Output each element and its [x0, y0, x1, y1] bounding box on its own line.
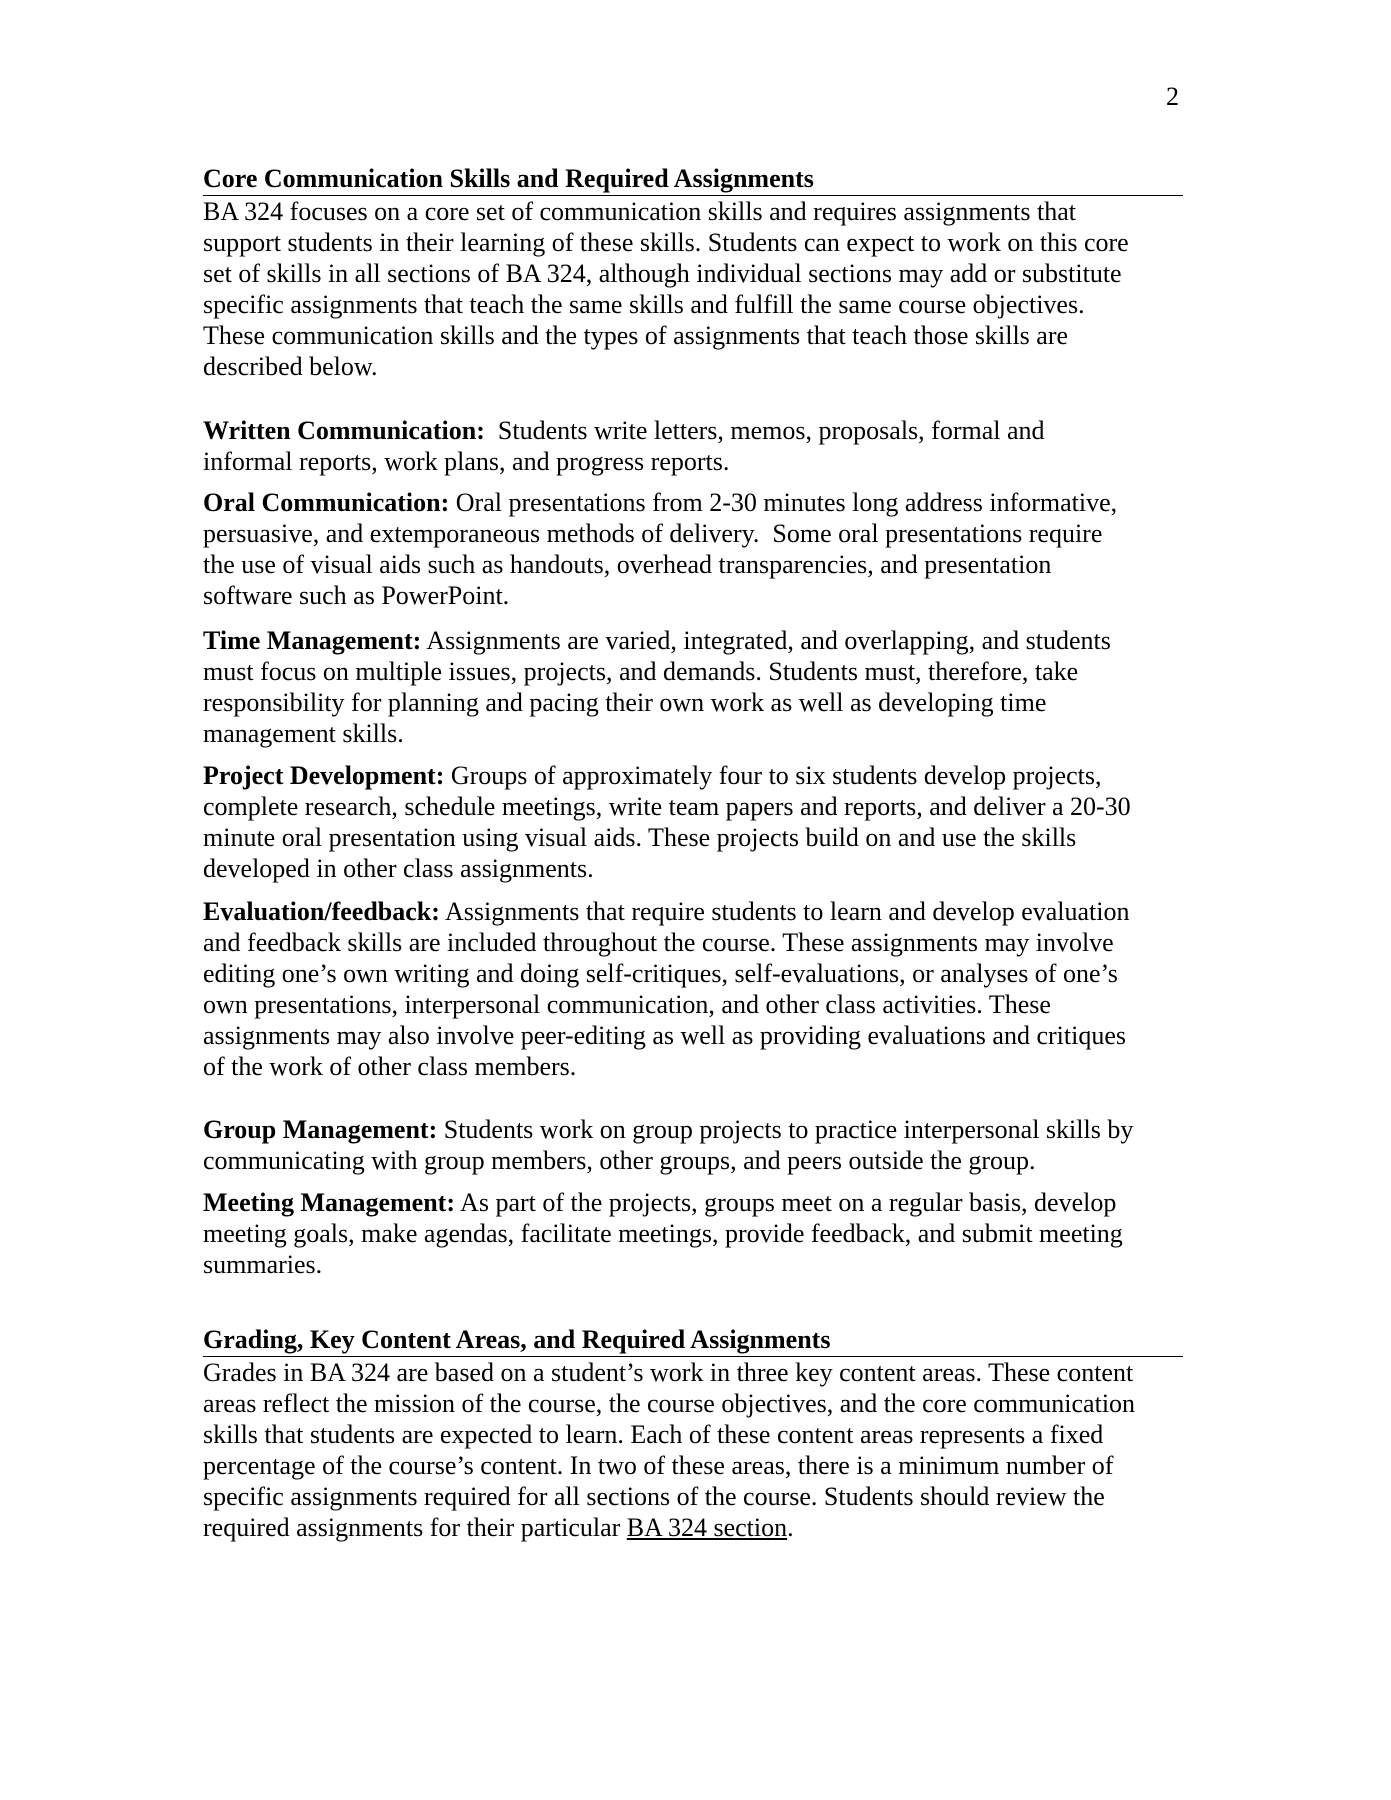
text-line: minute oral presentation using visual aids. These projects build on and use the skills [203, 823, 1077, 852]
text-line: Students work on group projects to practice interpersonal skills by [437, 1115, 1134, 1144]
text-line: Grades in BA 324 are based on a student’s work in three key content areas. These content [203, 1358, 1134, 1387]
text-line: assignments may also involve peer-editing as well as providing evaluations and critiques [203, 1021, 1126, 1050]
skill-label: Evaluation/feedback: [203, 897, 440, 926]
skill-evaluation-feedback [203, 896, 1183, 1082]
text-line: These communication skills and the types of assignments that teach those skills are [203, 321, 1069, 350]
text-line: . [787, 1513, 794, 1542]
skill-oral-communication [203, 487, 1183, 611]
text-line: skills that students are expected to learn. Each of these content areas represents a fixed [203, 1420, 1104, 1449]
text-line: set of skills in all sections of BA 324, although individual sections may add or substitute [203, 259, 1122, 288]
text-line: Students write letters, memos, proposals, formal and [484, 416, 1045, 445]
section-heading: Core Communication Skills and Required Assignments [203, 163, 1183, 196]
text-line: percentage of the course’s content. In two of these areas, there is a minimum number of [203, 1451, 1114, 1480]
text-line: complete research, schedule meetings, write team papers and reports, and deliver a 20-30 [203, 792, 1131, 821]
skill-label: Meeting Management: [203, 1188, 455, 1217]
skill-label: Group Management: [203, 1115, 438, 1144]
text-line: BA 324 focuses on a core set of communication skills and requires assignments that [203, 197, 1076, 226]
text-line: must focus on multiple issues, projects, and demands. Students must, therefore, take [203, 657, 1079, 686]
text-line: communicating with group members, other groups, and peers outside the group. [203, 1146, 1036, 1175]
text-line: editing one’s own writing and doing self-critiques, self-evaluations, or analyses of one’s [203, 959, 1118, 988]
text-line: software such as PowerPoint. [203, 581, 510, 610]
page-number: 2 [1166, 82, 1179, 111]
text-line: persuasive, and extemporaneous methods of delivery. Some oral presentations require [203, 519, 1103, 548]
text-line: own presentations, interpersonal communication, and other class activities. These [203, 990, 1051, 1019]
text-line: Groups of approximately four to six students develop projects, [444, 761, 1102, 790]
text-line: areas reflect the mission of the course, the course objectives, and the core communication [203, 1389, 1136, 1418]
text-line: specific assignments that teach the same skills and fulfill the same course objectives. [203, 290, 1085, 319]
text-line: described below. [203, 352, 378, 381]
section-grading [203, 1324, 1183, 1543]
text-line: of the work of other class members. [203, 1052, 577, 1081]
text-line: informal reports, work plans, and progress reports. [203, 447, 730, 476]
text-line: summaries. [203, 1250, 323, 1279]
skill-label: Time Management: [203, 626, 422, 655]
grading-paragraph [203, 1357, 1183, 1543]
text-line: Assignments that require students to learn and develop evaluation [439, 897, 1130, 926]
ba324-section-link[interactable]: BA 324 section [626, 1513, 788, 1542]
skill-time-management [203, 625, 1183, 749]
text-line: meeting goals, make agendas, facilitate meetings, provide feedback, and submit meeting [203, 1219, 1123, 1248]
skill-label: Project Development: [203, 761, 445, 790]
text-line: As part of the projects, groups meet on a regular basis, develop [454, 1188, 1117, 1217]
skill-project-development [203, 760, 1183, 884]
text-line: Assignments are varied, integrated, and overlapping, and students [421, 626, 1111, 655]
intro-paragraph [203, 196, 1183, 382]
skill-meeting-management [203, 1187, 1183, 1280]
text-line: and feedback skills are included throughout the course. These assignments may involve [203, 928, 1114, 957]
skill-label: Oral Communication: [203, 488, 450, 517]
text-line: management skills. [203, 719, 404, 748]
skill-label: Written Communication: [203, 416, 485, 445]
text-line: the use of visual aids such as handouts, overhead transparencies, and presentation [203, 550, 1052, 579]
skill-group-management [203, 1114, 1183, 1176]
section-heading: Grading, Key Content Areas, and Required Assignments [203, 1324, 1183, 1357]
skill-written-communication [203, 415, 1183, 477]
text-line: support students in their learning of these skills. Students can expect to work on this core [203, 228, 1129, 257]
text-line: Oral presentations from 2-30 minutes long address informative, [449, 488, 1118, 517]
text-line: developed in other class assignments. [203, 854, 594, 883]
text-line: required assignments for their particular [203, 1513, 627, 1542]
section-core-skills [203, 163, 1183, 382]
text-line: responsibility for planning and pacing their own work as well as developing time [203, 688, 1047, 717]
text-line: specific assignments required for all sections of the course. Students should review the [203, 1482, 1105, 1511]
